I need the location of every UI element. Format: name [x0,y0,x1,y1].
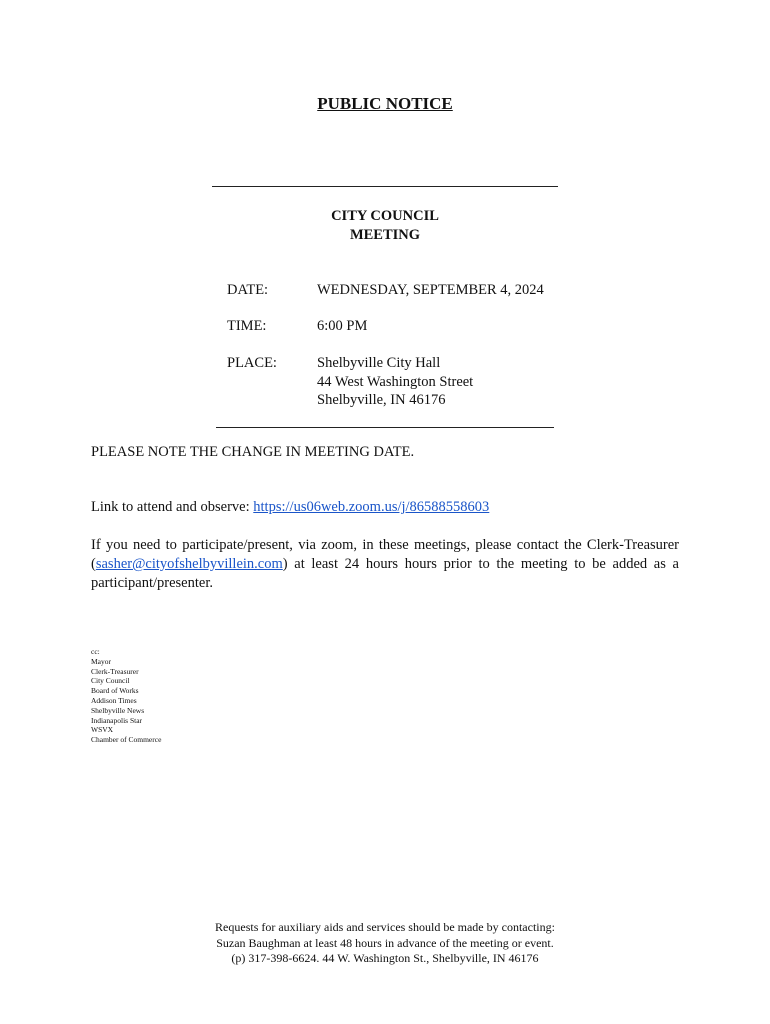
place-line1: Shelbyville City Hall [317,355,441,371]
cc-item: WSVX [91,725,114,735]
participate-text-2: ) at least 24 hours hours prior to the meeting to be added as a participant/presenter. [91,556,679,591]
footer-line3: (p) 317-398-6624. 44 W. Washington St., Shelbyville, IN 46176 [231,951,539,965]
time-label: TIME: [227,318,267,334]
cc-item: Chamber of Commerce [91,735,162,745]
accessibility-footer [0,920,770,967]
cc-heading: cc: [91,647,100,656]
participate-paragraph [91,536,679,593]
bottom-divider [216,427,554,428]
top-divider [212,186,558,187]
date-label: DATE: [227,282,269,298]
attend-line [91,499,489,516]
meeting-title-line1: CITY COUNCIL [331,208,439,224]
date-value: WEDNESDAY, SEPTEMBER 4, 2024 [317,282,544,298]
attend-prefix: Link to attend and observe: [91,499,254,515]
cc-item: Shelbyville News [91,705,145,715]
time-value: 6:00 PM [317,318,368,334]
place-line3: Shelbyville, IN 46176 [317,392,446,408]
cc-item: Indianapolis Star [91,715,143,725]
cc-item: Addison Times [91,695,137,705]
participate-text-1: If you need to participate/present, via zoom, in these meetings, please contact the Clerk-Treasurer ( [91,537,679,572]
cc-item: Mayor [91,656,111,666]
cc-item: Clerk-Treasurer [91,666,139,676]
cc-item: City Council [91,676,130,686]
clerk-email-link[interactable]: sasher@cityofshelbyvillein.com [95,556,283,572]
cc-item: Board of Works [91,686,139,696]
meeting-title-line2: MEETING [349,227,421,243]
cc-list [91,647,161,745]
place-line2: 44 West Washington Street [317,373,474,390]
meeting-title [0,207,770,245]
place-label: PLACE: [227,355,277,371]
place-address [317,354,473,410]
footer-line1: Requests for auxiliary aids and services should be made by contacting: [215,920,555,934]
change-note: PLEASE NOTE THE CHANGE IN MEETING DATE. [91,444,415,460]
page-title: PUBLIC NOTICE [317,94,453,113]
zoom-link[interactable]: https://us06web.zoom.us/j/86588558603 [253,499,490,515]
footer-line2: Suzan Baughman at least 48 hours in advance of the meeting or event. [216,935,554,950]
